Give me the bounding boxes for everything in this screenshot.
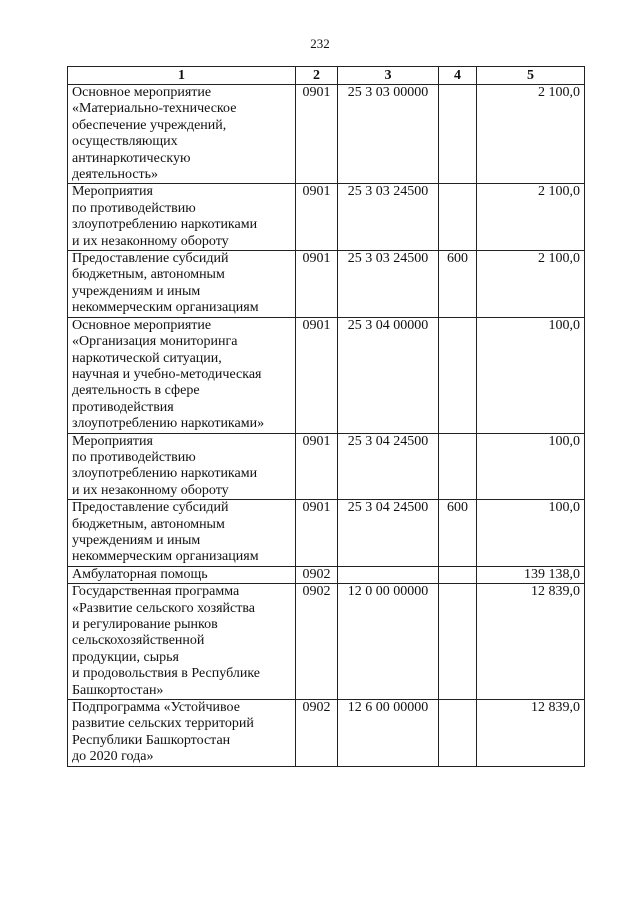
row-section: 0902 <box>296 700 338 767</box>
row-amount: 100,0 <box>477 500 585 567</box>
row-csr: 12 6 00 00000 <box>338 700 439 767</box>
table-row <box>68 184 585 251</box>
table-row <box>68 85 585 184</box>
row-amount: 12 839,0 <box>477 584 585 700</box>
row-csr: 25 3 04 00000 <box>338 317 439 433</box>
header-row <box>68 67 585 85</box>
row-csr: 25 3 03 00000 <box>338 85 439 184</box>
row-amount: 2 100,0 <box>477 85 585 184</box>
row-name: Мероприятия по противодействию злоупотреблению наркотиками и их незаконному обороту <box>68 184 296 251</box>
page-number: 232 <box>310 36 330 51</box>
row-csr: 25 3 04 24500 <box>338 500 439 567</box>
table-row <box>68 317 585 433</box>
row-amount: 2 100,0 <box>477 251 585 318</box>
row-name: Амбулаторная помощь <box>68 566 296 583</box>
row-csr: 12 0 00 00000 <box>338 584 439 700</box>
row-name: Подпрограмма «Устойчивое развитие сельских территорий Республики Башкортостан до 2020 года» <box>68 700 296 767</box>
row-vr <box>439 433 477 500</box>
row-section: 0901 <box>296 251 338 318</box>
row-vr <box>439 317 477 433</box>
row-vr: 600 <box>439 251 477 318</box>
table-row <box>68 251 585 318</box>
row-vr <box>439 85 477 184</box>
header-col-4: 4 <box>439 67 477 85</box>
row-name: Основное мероприятие «Организация мониторинга наркотической ситуации, научная и учебно-методическая деятельность в сфере противодействия злоупотреблению наркотиками» <box>68 317 296 433</box>
row-csr <box>338 566 439 583</box>
row-amount: 2 100,0 <box>477 184 585 251</box>
header-col-5: 5 <box>477 67 585 85</box>
row-vr <box>439 566 477 583</box>
row-vr <box>439 584 477 700</box>
row-section: 0901 <box>296 85 338 184</box>
row-csr: 25 3 04 24500 <box>338 433 439 500</box>
row-name: Мероприятия по противодействию злоупотреблению наркотиками и их незаконному обороту <box>68 433 296 500</box>
row-section: 0901 <box>296 317 338 433</box>
row-name: Предоставление субсидий бюджетным, автономным учреждениям и иным некоммерческим организациям <box>68 500 296 567</box>
table-row <box>68 433 585 500</box>
row-amount: 100,0 <box>477 433 585 500</box>
row-name: Государственная программа «Развитие сельского хозяйства и регулирование рынков сельскохозяйственной продукции, сырья и продовольствия в Республике Башкортостан» <box>68 584 296 700</box>
row-section: 0902 <box>296 584 338 700</box>
table-row <box>68 584 585 700</box>
row-section: 0901 <box>296 184 338 251</box>
header-col-1: 1 <box>68 67 296 85</box>
budget-table <box>67 66 585 767</box>
row-amount: 100,0 <box>477 317 585 433</box>
row-section: 0902 <box>296 566 338 583</box>
row-vr <box>439 700 477 767</box>
row-section: 0901 <box>296 433 338 500</box>
row-name: Основное мероприятие «Материально-техническое обеспечение учреждений, осуществляющих антинаркотическую деятельность» <box>68 85 296 184</box>
table-row <box>68 566 585 583</box>
row-vr <box>439 184 477 251</box>
table-row <box>68 500 585 567</box>
header-col-3: 3 <box>338 67 439 85</box>
row-csr: 25 3 03 24500 <box>338 184 439 251</box>
table-row <box>68 700 585 767</box>
row-name: Предоставление субсидий бюджетным, автономным учреждениям и иным некоммерческим организациям <box>68 251 296 318</box>
header-col-2: 2 <box>296 67 338 85</box>
row-csr: 25 3 03 24500 <box>338 251 439 318</box>
row-amount: 12 839,0 <box>477 700 585 767</box>
row-vr: 600 <box>439 500 477 567</box>
row-amount: 139 138,0 <box>477 566 585 583</box>
row-section: 0901 <box>296 500 338 567</box>
